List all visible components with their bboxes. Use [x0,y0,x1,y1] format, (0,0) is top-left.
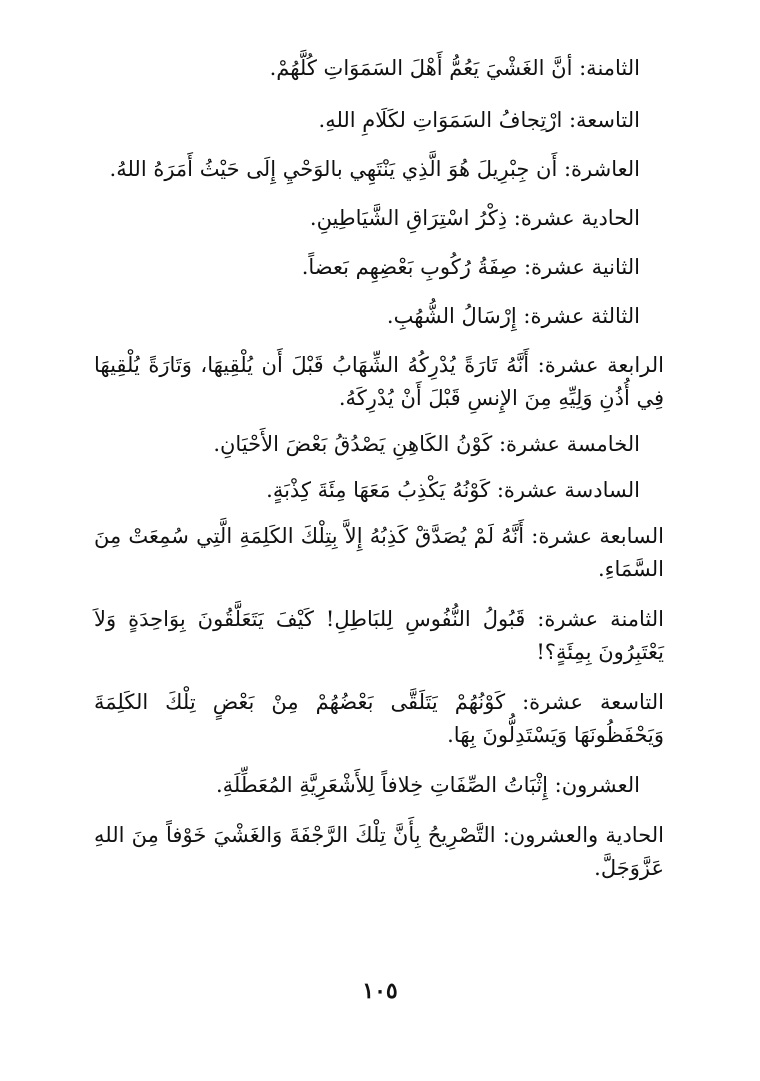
list-item: التاسعة: ارْتِجافُ السَمَوَاتِ لكَلَامِ اللهِ. [318,108,640,132]
list-item: الثامنة عشرة: قَبُولُ النُّفُوسِ لِلبَاطِلِ! كَيْفَ يَتَعَلَّقُونَ بِوَاحِدَةٍ وَلاَ يَعْتَبِرُونَ بِمِئَةٍ؟! [94,607,664,664]
list-item: الحادية والعشرون: التَّصْرِيحُ بِأَنَّ تِلْكَ الرَّجْفَةَ وَالغَشْيَ خَوْفاً مِنَ اللهِ عَزَّوَجَلَّ. [94,823,664,880]
page-number: ١٠٥ [362,978,398,1004]
list-item: الثانية عشرة: صِفَةُ رُكُوبِ بَعْضِهِم بَعضاً. [301,255,640,279]
list-item: الثامنة: أنَّ الغَشْيَ يَعُمُّ أَهْلَ السَمَوَاتِ كُلَّهُمْ. [269,56,640,80]
list-item: الحادية عشرة: ذِكْرُ اسْتِرَاقِ الشَّيَاطِينِ. [309,206,640,230]
text-block [94,52,664,902]
list-item: الثالثة عشرة: إِرْسَالُ الشُّهُبِ. [386,304,640,328]
list-item: السابعة عشرة: أَنَّهُ لَمْ يُصَدَّقْ كَذِبُهُ إِلاَّ بِتِلْكَ الكَلِمَةِ الَّتِي سُمِعَتْ مِنَ السَّمَاءِ. [94,524,664,581]
list-item: الخامسة عشرة: كَوْنُ الكَاهِنِ يَصْدُقُ بَعْضَ الأَحْيَانِ. [213,432,640,456]
list-item: التاسعة عشرة: كَوْنُهُمْ يَتَلَقَّى بَعْضُهُمْ مِنْ بَعْضٍ تِلْكَ الكَلِمَةَ وَيَحْفَظُونَهَا وَيَسْتَدِلُّونَ بِهَا. [94,690,664,747]
list-item: الرابعة عشرة: أَنَّهُ تَارَةً يُدْرِكُهُ الشِّهَابُ قَبْلَ أَن يُلْقِيهَا، وَتَارَةً يُلْقِيهَا فِي أُذُنِ وَلِيِّهِ مِنَ الإِنسِ قَبْلَ أَنْ يُدْرِكَهُ. [94,353,664,410]
list-item: العشرون: إِثْبَاتُ الصِّفَاتِ خِلافاً لِلأَشْعَرِيَّةِ المُعَطِّلَةِ. [215,773,640,797]
list-item: العاشرة: أَن جِبْرِيلَ هُوَ الَّذِي يَنْتَهِي بالوَحْيِ إِلَى حَيْثُ أَمَرَهُ اللهُ. [109,157,640,181]
list-item: السادسة عشرة: كَوْنُهُ يَكْذِبُ مَعَهَا مِئَةَ كِذْبَةٍ. [266,478,640,502]
